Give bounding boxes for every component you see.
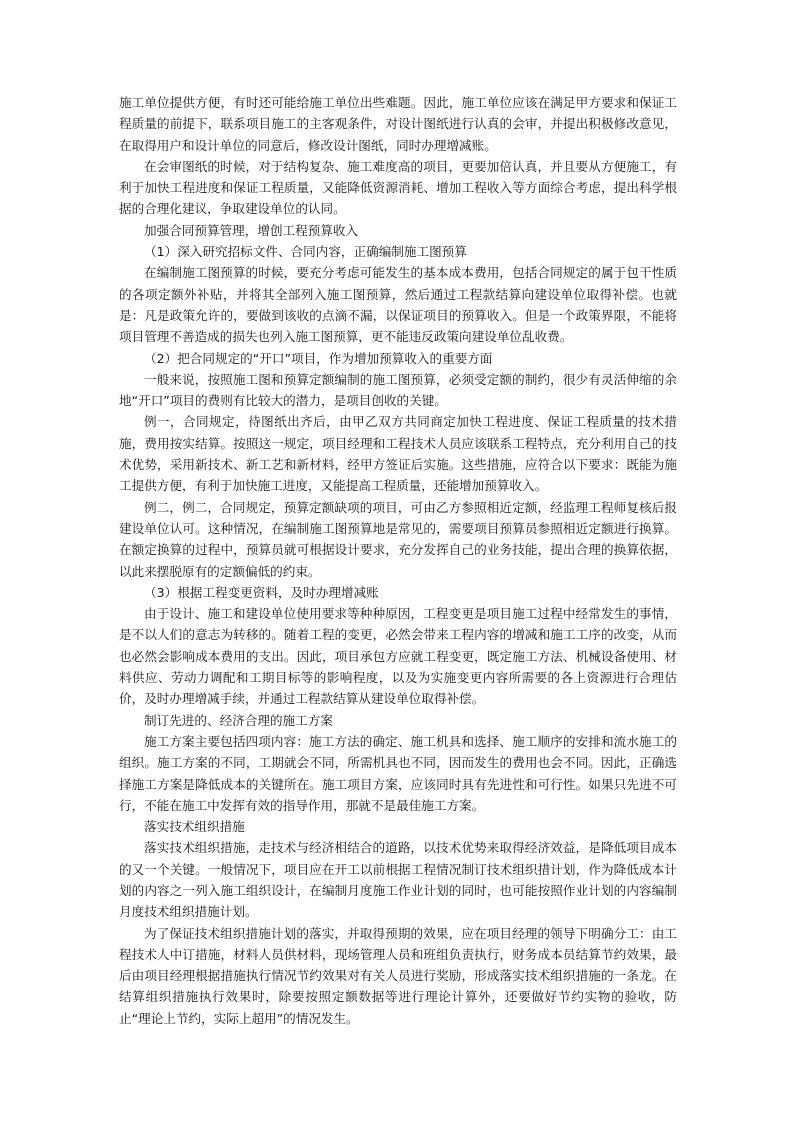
paragraph-3: 在编制施工图预算的时候，要充分考虑可能发生的基本成本费用，包括合同规定的属于包干性质的各项定额外补贴，并将其全部列入施工图预算，然后通过工程款结算向建设单位取得补偿。也就是：凡是政策允许的，要做到该收的点滴不漏，以保证项目的预算收入。但是一个政策界限，不能将项目管理不善造成的损失也列入施工图预算，更不能违反政策向建设单位乱收费。 [119,265,677,345]
paragraph-1: 施工单位提供方便，有时还可能给施工单位出些难题。因此，施工单位应该在满足甲方要求和保证工程质量的前提下，联系项目施工的主客观条件，对设计图纸进行认真的会审，并提出积极修改意见，在取得用户和设计单位的同意后，修改设计图纸，同时办理增减账。 [119,95,677,153]
section-heading-construction-plan: 制订先进的、经济合理的施工方案 [144,712,333,728]
section-heading-contract-budget: 加强合同预算管理，增创工程预算收入 [144,222,359,238]
paragraph-example-1: 例一，合同规定，待图纸出齐后，由甲乙双方共同商定加快工程进度、保证工程质量的技术措施，费用按实结算。按照这一规定，项目经理和工程技术人员应该联系工程特点，充分利用自己的技术优势，采用新技术、新工艺和新材料，经甲方签证后实施。这些措施，应符合以下要求：既能为施工提供方便，有利于加快施工进度，又能提高工程质量，还能增加预算收入。 [119,414,677,494]
paragraph-7: 落实技术组织措施，走技术与经济相结合的道路，以技术优势来取得经济效益，是降低项目成本的又一个关键。一般情况下，项目应在开工以前根据工程情况制订技术组织措计划，作为降低成本计划的内容之一列入施工组织设计，在编制月度施工作业计划的同时，也可能按照作业计划的内容编制月度技术组织措施计划。 [119,840,677,920]
paragraph-8: 为了保证技术组织措施计划的落实，并取得预期的效果，应在项目经理的领导下明确分工：由工程技术人中订措施，材料人员供材料，现场管理人员和班组负责执行，财务成本员结算节约效果，最后由项目经理根据措施执行情况节约效果对有关人员进行奖励，形成落实技术组织措施的一条龙。在结算组织措施执行效果时，除要按照定额数据等进行理论计算外，还要做好节约实物的验收，防止“理论上节约，实际上超用”的情况发生。 [119,925,677,1026]
paragraph-example-2: 例二，例二，合同规定，预算定额缺项的项目，可由乙方参照相近定额，经监理工程师复核后报建设单位认可。这种情况，在编制施工图预算地是常见的，需要项目预算员参照相近定额进行换算。在额定换算的过程中，预算员就可根据设计要求，充分发挥自己的业务技能，提出合理的换算依据，以此来摆脱原有的定额偏低的约束。 [119,499,677,579]
subheading-2: （2）把合同规定的“开口”项目，作为增加预算收入的重要方面 [144,350,493,366]
paragraph-4: 一般来说，按照施工图和预算定额编制的施工图预算，必须受定额的制约，很少有灵活伸缩的余地“开口”项目的费则有比较大的潜力，是项目创收的关键。 [119,371,677,409]
paragraph-2: 在会审图纸的时候，对于结构复杂、施工难度高的项目，更要加倍认真，并且要从方便施工，有利于加快工程进度和保证工程质量，又能降低资源消耗、增加工程收入等方面综合考虑，提出科学根据的合理化建议，争取建设单位的认同。 [119,158,677,217]
paragraph-6: 施工方案主要包括四项内容：施工方法的确定、施工机具和选择、施工顺序的安排和流水施工的组织。施工方案的不同，工期就会不同，所需机具也不同，因而发生的费用也会不同。因此，正确选择施工方案是降低成本的关键所在。施工项目方案，应该同时具有先进性和可行性。如果只先进不可行，不能在施工中发挥有效的指导作用，那就不是最佳施工方案。 [119,733,677,813]
subheading-1: （1）深入研究招标文件、合同内容，正确编制施工图预算 [144,244,467,260]
paragraph-5: 由于设计、施工和建设单位使用要求等种种原因，工程变更是项目施工过程中经常发生的事情，是不以人们的意志为转移的。随着工程的变更，必然会带来工程内容的增减和施工工序的改变，从而也必然会影响成本费用的支出。因此，项目承包方应就工程变更，既定施工方法、机械设备使用、材料供应、劳动力调配和工期目标等的影响程度，以及为实施变更内容所需要的各上资源进行合理估价，及时办理增减手续，并通过工程款结算从建设单位取得补偿。 [119,606,677,707]
document-page [119,92,677,1029]
subheading-3: （3）根据工程变更资料，及时办理增减账 [144,584,379,600]
section-heading-technical-measures: 落实技术组织措施 [144,819,245,835]
